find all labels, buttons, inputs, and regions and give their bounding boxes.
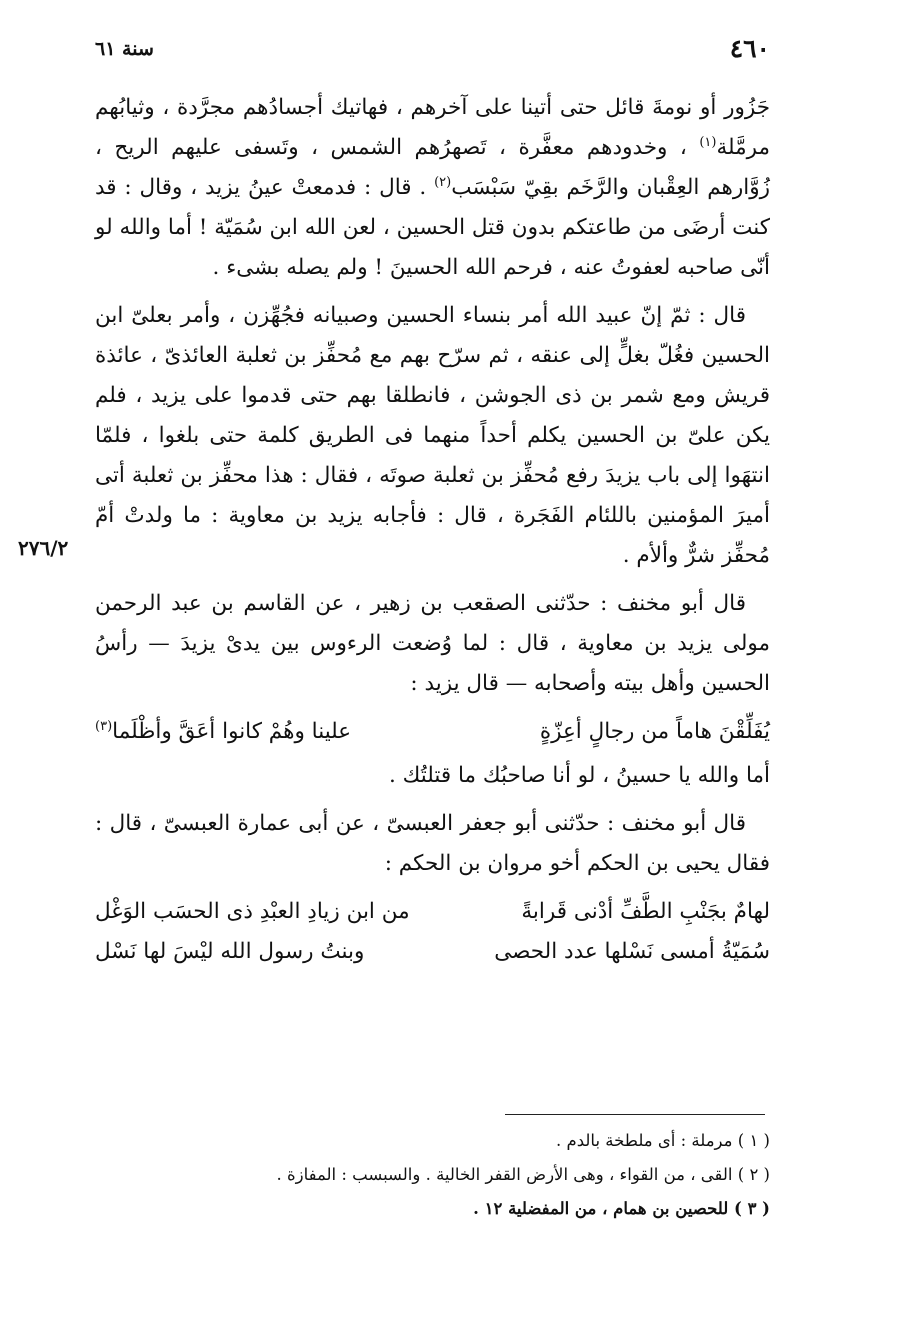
verse-line (95, 712, 770, 752)
footnote-1: ( ١ ) مرملة : أى ملطخة بالدم . (556, 1131, 770, 1150)
footnote-2: ( ٢ ) القى ، من القواء ، وهى الأرض القفر الخالية . والسبسب : المفازة . (276, 1165, 770, 1184)
verse-hemistich-second: من ابن زيادِ العبْدِ ذى الحسَب الوَغْل (95, 899, 410, 924)
verse-hemistich-second: وبنتُ رسول الله ليْسَ لها نَسْل (95, 939, 365, 964)
main-text (95, 88, 770, 976)
verse-1 (95, 712, 770, 752)
footnote-marker-3: (٣) (95, 718, 113, 734)
paragraph-3: قال أبو مخنف : حدّثنى الصقعب بن زهير ، عن القاسم بن عبد الرحمن مولى يزيد بن معاوية ، قال : لما وُضعت الرءوس بين يدىْ يزيدَ — رأسُ الحسين وأهل بيته وأصحابه — قال يزيد : (95, 591, 770, 696)
page-header (95, 34, 770, 68)
footnote-marker-1: (١) (699, 134, 717, 150)
margin-reference: ٢٧٦/٢ (18, 536, 69, 560)
footnote-3: ( ٣ ) للحصين بن همام ، من المفضلية ١٢ . (473, 1199, 770, 1218)
footnote-divider (505, 1114, 765, 1115)
footnotes (200, 1124, 770, 1226)
paragraph-4: قال أبو مخنف : حدّثنى أبو جعفر العبسىّ ، عن أبى عمارة العبسىّ ، قال : فقال يحيى بن الحكم أخو مروان بن الحكم : (95, 811, 770, 876)
running-head: سنة ٦١ (95, 38, 154, 60)
paragraph-2: قال : ثمّ إنّ عبيد الله أمر بنساء الحسين وصبيانه فجُهِّزن ، وأمر بعلىّ ابن الحسين فغُلّ بغلٍّ إلى عنقه ، ثم سرّح بهم مع مُحفِّز بن ثعلبة العائذىّ ، عائذة قريش ومع شمر بن ذى الجوشن ، فانطلقا بهم حتى قدموا على يزيد ، فلم يكن علىّ بن الحسين يكلم أحداً منهما فى الطريق كلمة حتى بلغوا ، فلمّا انتهَوا إلى باب يزيدَ رفع مُحفِّز بن ثعلبة صوتَه ، فقال : هذا محفِّز بن ثعلبة أتى أميرَ المؤمنين باللئام الفَجَرة ، قال : فأجابه يزيد بن معاوية : ما ولدتْ أمّ مُحفِّز شرٌّ وألأم . (95, 303, 770, 568)
verse-hemistich-second: علينا وهُمْ كانوا أعَقَّ وأظْلَما$^{(٣)}$ (95, 718, 352, 744)
verse-line (95, 932, 770, 972)
paragraph-after-verse: أما والله يا حسينُ ، لو أنا صاحبُك ما قتلتُك . (389, 763, 770, 788)
page-number: ٤٦٠ (729, 34, 770, 63)
verse-hemistich-first: يُفَلِّقْنَ هاماً من رجالٍ أعِزّةٍ (539, 719, 770, 744)
footnote-marker-2: (٢) (434, 174, 452, 190)
verse-line (95, 892, 770, 932)
paragraph-1: جَزُور أو نومةَ قائل حتى أتينا على آخرهم ، فهاتيك أجسادُهم مجرَّدة ، وثيابُهم مرمَّلة$^{(١)}$ ، وخدودهم معفَّرة ، تَصهرُهم الشمس ، وتَسفى عليهم الريح ، زُوَّارهم العِقْبان والرَّخَم بقِيّ سَبْسَب$^{(٢)}$ . قال : فدمعتْ عينُ يزيد ، وقال : قد كنت أرضَى من طاعتكم بدون قتل الحسين ، لعن الله ابن سُمَيّة ! أما والله لو أنّى صاحبه لعفوتُ عنه ، فرحم الله الحسينَ ! ولم يصله بشىء . (95, 95, 770, 280)
verse-2 (95, 892, 770, 972)
verse-hemistich-first: سُمَيّةُ أمسى نَسْلها عدد الحصى (494, 939, 770, 964)
verse-hemistich-first: لهامٌ بجَنْبِ الطَّفِّ أدْنى قَرابةً (521, 899, 770, 924)
